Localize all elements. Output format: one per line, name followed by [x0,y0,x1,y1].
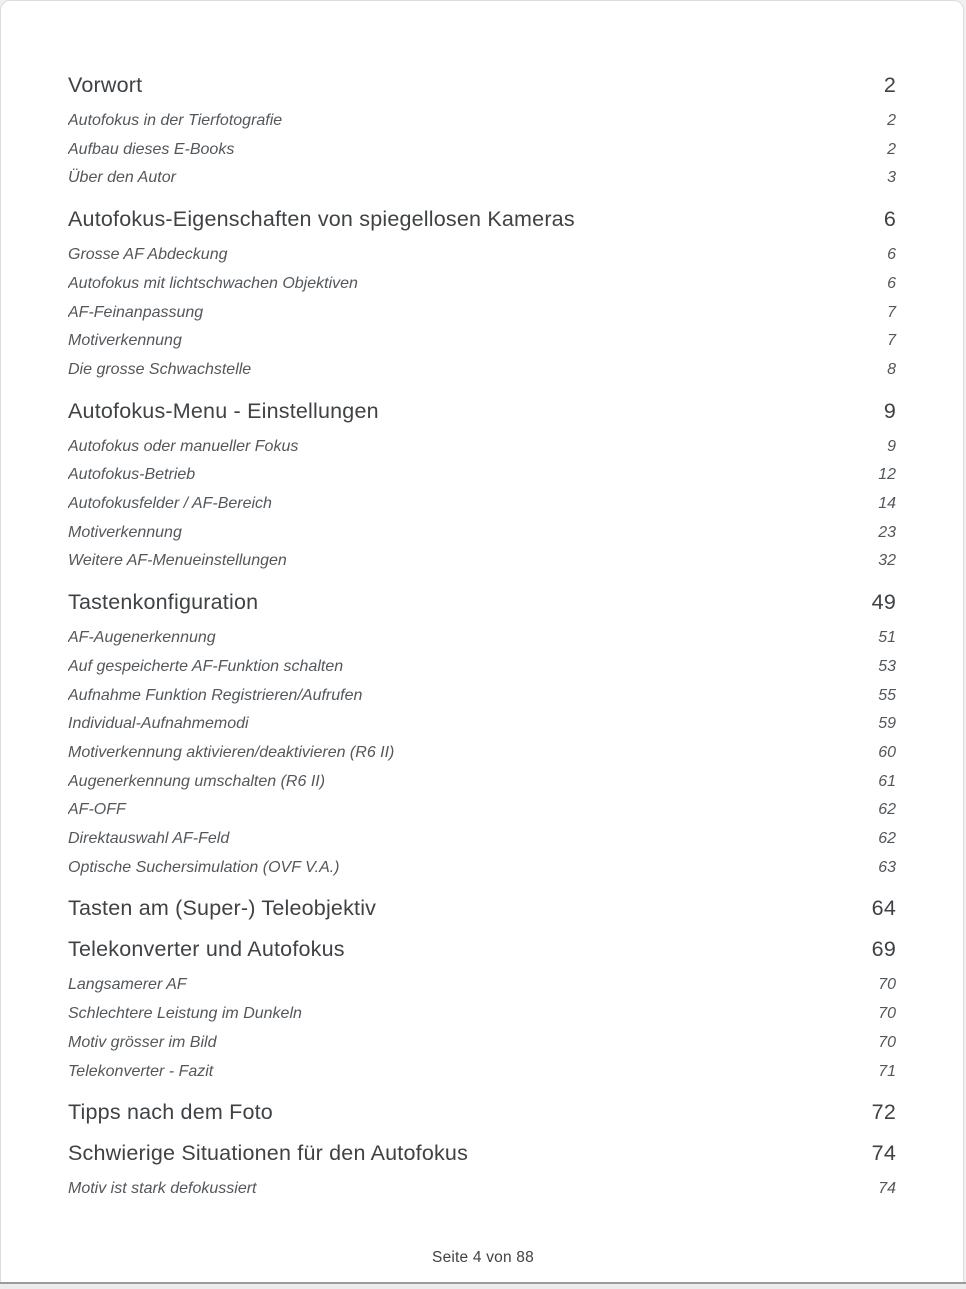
toc-entry-page: 32 [878,552,896,570]
toc-entry-page: 70 [878,976,896,994]
toc-entry-section[interactable] [68,710,896,739]
toc-entry-page: 9 [887,437,896,455]
toc-entry-page: 70 [878,1033,896,1051]
toc-entry-title: Augenerkennung umschalten (R6 II) [68,772,326,790]
toc-entry-title: AF-Feinanpassung [68,303,204,321]
toc-entry-title: Langsamerer AF [68,976,187,994]
toc-entry-title: Motiverkennung [68,332,182,350]
toc-entry-page: 7 [887,332,896,350]
toc-entry-title: Schwierige Situationen für den Autofokus [68,1141,469,1166]
toc-entry-page: 70 [878,1005,896,1023]
toc-entry-title: Autofokus-Eigenschaften von spiegellosen Kameras [68,207,575,232]
toc-entry-page: 74 [871,1141,896,1166]
toc-entry-section[interactable] [68,653,896,682]
toc-entry-title: Tastenkonfiguration [68,590,259,615]
toc-entry-section[interactable] [68,164,896,193]
toc-entry-section[interactable] [68,825,896,854]
toc-entry-section[interactable] [68,270,896,299]
toc-entry-section[interactable] [68,1000,896,1029]
toc-entry-title: Autofokus in der Tierfotografie [68,112,283,129]
toc-entry-section[interactable] [68,519,896,548]
toc-entry-page: 49 [871,590,896,615]
toc-entry-section[interactable] [68,299,896,328]
toc-entry-page: 63 [878,858,896,876]
toc-entry-title: Aufnahme Funktion Registrieren/Aufrufen [68,686,363,704]
toc-entry-page: 60 [878,743,896,761]
toc-entry-title: Direktauswahl AF-Feld [68,830,230,848]
toc-entry-page: 59 [878,715,896,733]
page-footer: Seite 4 von 88 [432,1249,534,1266]
toc-entry-section[interactable] [68,768,896,797]
toc-entry-page: 6 [887,246,896,264]
toc-entry-title: Vorwort [68,73,143,97]
toc-entry-section[interactable] [68,547,896,576]
toc-entry-title: Autofokusfelder / AF-Bereich [68,495,272,513]
toc-entry-section[interactable] [68,356,896,385]
toc-entry-title: Über den Autor [68,169,176,187]
toc-entry-title: Telekonverter - Fazit [68,1062,214,1080]
next-page-edge [0,1282,966,1289]
toc-entry-title: Tipps nach dem Foto [68,1100,273,1125]
toc-entry-chapter[interactable] [68,934,896,964]
toc-entry-page: 2 [883,73,896,97]
toc-entry-page: 6 [887,274,896,292]
toc-entry-section[interactable] [68,624,896,653]
toc-entry-title: Autofokus mit lichtschwachen Objektiven [68,274,358,292]
toc-entry-title: Schlechtere Leistung im Dunkeln [68,1005,302,1023]
toc-entry-page: 7 [887,303,896,321]
toc-entry-page: 69 [871,937,896,962]
toc-entry-page: 2 [887,112,896,129]
toc-entry-title: Optische Suchersimulation (OVF V.A.) [68,858,340,876]
toc-entry-chapter[interactable] [68,893,896,923]
toc-entry-chapter[interactable] [68,396,896,426]
toc-entry-chapter[interactable] [68,1138,896,1168]
toc-entry-title: Motiv ist stark defokussiert [68,1180,257,1198]
toc-entry-page: 61 [878,772,896,790]
toc-entry-section[interactable] [68,136,896,165]
toc-entry-page: 53 [878,657,896,675]
toc-entry-page: 74 [878,1180,896,1198]
toc-entry-page: 72 [871,1100,896,1125]
toc-entry-title: Motiverkennung aktivieren/deaktivieren (R6 II) [68,743,395,761]
toc-entry-title: Autofokus-Menu - Einstellungen [68,398,379,423]
toc-entry-chapter[interactable] [68,204,896,234]
toc-entry-title: AF-OFF [68,801,126,819]
toc-entry-title: Motiv grösser im Bild [68,1033,217,1051]
toc-entry-page: 9 [883,398,896,423]
toc-entry-section[interactable] [68,241,896,270]
toc-entry-section[interactable] [68,107,896,136]
toc-entry-page: 3 [887,169,896,187]
toc-entry-title: Aufbau dieses E-Books [68,140,235,158]
toc-entry-chapter[interactable] [68,1097,896,1127]
toc-entry-page: 14 [878,495,896,513]
toc-entry-section[interactable] [68,854,896,883]
toc-entry-page: 23 [878,523,896,541]
toc-entry-title: Telekonverter und Autofokus [68,937,345,962]
toc-entry-title: Die grosse Schwachstelle [68,360,252,378]
toc-entry-section[interactable] [68,1175,896,1204]
table-of-contents [68,59,896,1204]
toc-entry-section[interactable] [68,682,896,711]
toc-entry-section[interactable] [68,1058,896,1087]
toc-entry-page: 71 [878,1062,896,1080]
toc-entry-chapter[interactable] [68,70,896,100]
toc-entry-section[interactable] [68,796,896,825]
toc-entry-section[interactable] [68,490,896,519]
toc-entry-title: Weitere AF-Menueinstellungen [68,552,287,570]
toc-entry-page: 62 [878,801,896,819]
toc-entry-title: Autofokus oder manueller Fokus [68,437,299,455]
toc-entry-title: AF-Augenerkennung [68,629,216,647]
toc-entry-page: 55 [878,686,896,704]
toc-entry-page: 2 [887,140,896,158]
toc-entry-title: Individual-Aufnahmemodi [68,715,249,733]
toc-entry-title: Motiverkennung [68,523,182,541]
toc-entry-section[interactable] [68,461,896,490]
toc-entry-section[interactable] [68,327,896,356]
toc-entry-page: 8 [887,360,896,378]
toc-entry-title: Auf gespeicherte AF-Funktion schalten [68,657,344,675]
toc-entry-page: 51 [878,629,896,647]
toc-entry-title: Tasten am (Super-) Teleobjektiv [68,896,377,921]
toc-entry-section[interactable] [68,739,896,768]
toc-entry-page: 6 [883,207,896,232]
toc-entry-page: 64 [871,896,896,921]
toc-entry-section[interactable] [68,433,896,462]
toc-entry-page: 62 [878,830,896,848]
toc-entry-section[interactable] [68,971,896,1000]
toc-entry-section[interactable] [68,1029,896,1058]
toc-entry-page: 12 [878,466,896,484]
toc-entry-chapter[interactable] [68,587,896,617]
toc-entry-title: Autofokus-Betrieb [68,466,196,484]
toc-entry-title: Grosse AF Abdeckung [68,246,228,264]
